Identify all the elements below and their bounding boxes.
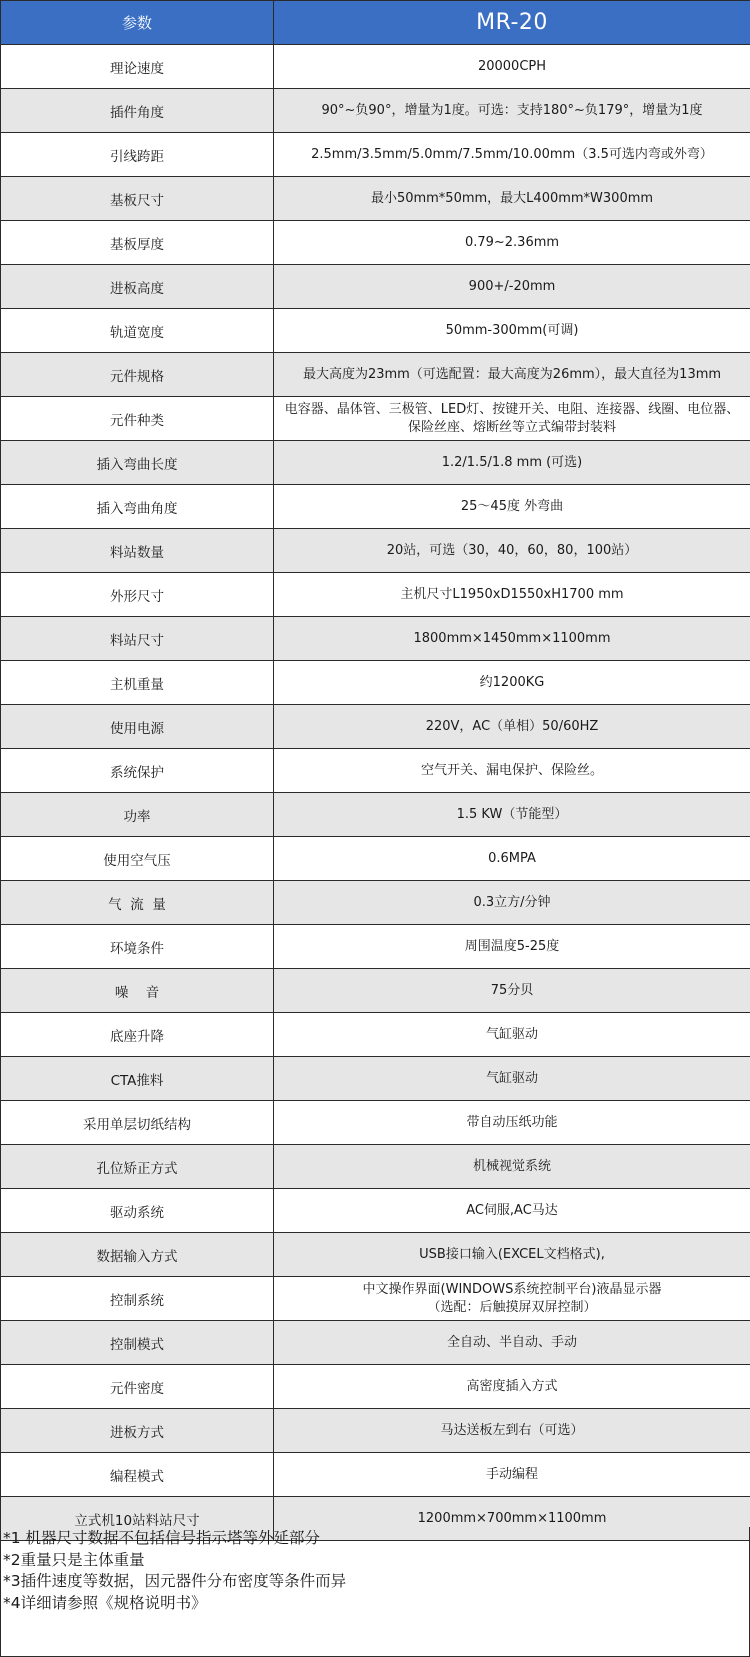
param-value <box>274 177 750 221</box>
table-row <box>1 793 750 837</box>
table-row <box>1 529 750 573</box>
param-value-line: 约1200KG <box>479 674 545 690</box>
table-row <box>1 309 750 353</box>
param-value <box>274 133 750 177</box>
param-value-line: 20站，可选（30，40，60，80，100站） <box>386 542 638 558</box>
param-label: 主机重量 <box>1 661 274 705</box>
param-label: 采用单层切纸结构 <box>1 1101 274 1145</box>
param-value-line: 手动编程 <box>485 1466 538 1482</box>
table-row <box>1 353 750 397</box>
param-value-line: USB接口输入(EXCEL文档格式), <box>419 1246 605 1262</box>
param-value <box>274 1101 750 1145</box>
param-value <box>274 1365 750 1409</box>
param-value <box>274 837 750 881</box>
param-value <box>274 969 750 1013</box>
param-label: 使用空气压 <box>1 837 274 881</box>
param-value-line: 1200mm×700mm×1100mm <box>417 1510 607 1526</box>
param-label: 环境条件 <box>1 925 274 969</box>
param-value <box>274 1321 750 1365</box>
table-row <box>1 1101 750 1145</box>
footnotes <box>0 1527 750 1657</box>
table-row <box>1 133 750 177</box>
param-value-line: 空气开关、漏电保护、保险丝。 <box>420 762 603 778</box>
footnote-line: *3插件速度等数据，因元器件分布密度等条件而异 <box>3 1572 347 1590</box>
table-row <box>1 925 750 969</box>
param-value-line: 气缸驱动 <box>485 1070 538 1086</box>
table-row <box>1 749 750 793</box>
table-row <box>1 1233 750 1277</box>
param-value-line: （选配：后触摸屏双屏控制） <box>427 1299 597 1315</box>
table-row <box>1 1057 750 1101</box>
table-row <box>1 397 750 441</box>
param-value-line: 机械视觉系统 <box>472 1158 551 1174</box>
param-value <box>274 441 750 485</box>
param-value-line: 25～45度 外弯曲 <box>460 498 564 514</box>
param-label: 功率 <box>1 793 274 837</box>
table-row <box>1 969 750 1013</box>
spec-table-body <box>1 45 750 1541</box>
table-row <box>1 1277 750 1321</box>
param-value <box>274 1013 750 1057</box>
table-row <box>1 881 750 925</box>
table-row <box>1 1365 750 1409</box>
table-row <box>1 617 750 661</box>
param-value <box>274 397 750 441</box>
param-value-line: 高密度插入方式 <box>466 1378 558 1394</box>
param-label: 元件密度 <box>1 1365 274 1409</box>
param-label: 料站数量 <box>1 529 274 573</box>
param-value-line: 全自动、半自动、手动 <box>446 1334 577 1350</box>
param-value <box>274 661 750 705</box>
param-label: 基板厚度 <box>1 221 274 265</box>
param-value-line: 中文操作界面(WINDOWS系统控制平台)液晶显示器 <box>362 1281 662 1297</box>
param-label: 元件规格 <box>1 353 274 397</box>
param-label: 基板尺寸 <box>1 177 274 221</box>
footnote-line: *4详细请参照《规格说明书》 <box>3 1593 207 1612</box>
param-value-line: 900+/-20mm <box>468 278 556 294</box>
param-value-line: 0.6MPA <box>488 850 536 866</box>
param-label: 插入弯曲角度 <box>1 485 274 529</box>
param-value <box>274 573 750 617</box>
param-label: 立式机10站料站尺寸 <box>1 1497 274 1541</box>
param-value-line: 2.5mm/3.5mm/5.0mm/7.5mm/10.00mm（3.5可选内弯或外弯） <box>311 146 713 162</box>
param-value <box>274 1189 750 1233</box>
table-row <box>1 661 750 705</box>
param-value-line: 20000CPH <box>477 58 547 74</box>
param-value-line: 1.5 KW（节能型） <box>456 806 568 822</box>
param-value-line: 最小50mm*50mm，最大L400mm*W300mm <box>370 190 654 206</box>
param-label: CTA推料 <box>1 1057 274 1101</box>
table-row <box>1 705 750 749</box>
param-value-line: 1.2/1.5/1.8 mm (可选) <box>441 454 583 470</box>
param-label: 驱动系统 <box>1 1189 274 1233</box>
param-label: 进板高度 <box>1 265 274 309</box>
param-label: 元件种类 <box>1 397 274 441</box>
param-value-line: 保险丝座、熔断丝等立式编带封装料 <box>407 419 616 435</box>
table-row <box>1 221 750 265</box>
param-label: 进板方式 <box>1 1409 274 1453</box>
param-value <box>274 309 750 353</box>
table-row <box>1 441 750 485</box>
param-value <box>274 353 750 397</box>
model-column-header: MR-20 <box>274 1 750 45</box>
footnote-line: *1 机器尺寸数据不包括信号指示塔等外延部分 <box>3 1529 321 1547</box>
param-value <box>274 749 750 793</box>
param-label: 外形尺寸 <box>1 573 274 617</box>
param-value-line: 90°~负90°，增量为1度。可选：支持180°~负179°，增量为1度 <box>321 102 703 118</box>
table-row <box>1 1013 750 1057</box>
param-value <box>274 705 750 749</box>
param-label: 使用电源 <box>1 705 274 749</box>
param-value <box>274 881 750 925</box>
param-value <box>274 89 750 133</box>
param-label: 控制模式 <box>1 1321 274 1365</box>
param-label: 孔位矫正方式 <box>1 1145 274 1189</box>
param-label: 插入弯曲长度 <box>1 441 274 485</box>
param-value-line: 气缸驱动 <box>485 1026 538 1042</box>
param-value-line: 周围温度5-25度 <box>464 938 560 954</box>
table-row <box>1 45 750 89</box>
param-value <box>274 1233 750 1277</box>
table-header-row <box>1 1 750 45</box>
param-value <box>274 1453 750 1497</box>
param-value <box>274 617 750 661</box>
param-label: 插件角度 <box>1 89 274 133</box>
param-value-line: 50mm-300mm(可调) <box>445 322 579 338</box>
table-row <box>1 485 750 529</box>
param-value <box>274 925 750 969</box>
param-value <box>274 485 750 529</box>
table-row <box>1 837 750 881</box>
param-column-header: 参数 <box>1 1 274 45</box>
table-row <box>1 1453 750 1497</box>
table-row <box>1 89 750 133</box>
param-label: 噪 音 <box>1 969 274 1013</box>
param-value-line: 马达送板左到右（可选） <box>440 1422 584 1438</box>
param-value-line: 主机尺寸L1950xD1550xH1700 mm <box>400 586 624 602</box>
param-value <box>274 1145 750 1189</box>
table-row <box>1 1321 750 1365</box>
table-row <box>1 1145 750 1189</box>
param-label: 编程模式 <box>1 1453 274 1497</box>
param-value-line: 220V，AC（单相）50/60HZ <box>425 718 599 734</box>
param-label: 气 流 量 <box>1 881 274 925</box>
param-label: 引线跨距 <box>1 133 274 177</box>
param-value <box>274 45 750 89</box>
param-value <box>274 221 750 265</box>
param-label: 系统保护 <box>1 749 274 793</box>
param-value <box>274 265 750 309</box>
table-row <box>1 1189 750 1233</box>
param-value <box>274 529 750 573</box>
table-row <box>1 573 750 617</box>
footnote-line: *2重量只是主体重量 <box>3 1550 145 1569</box>
param-value <box>274 1057 750 1101</box>
table-row <box>1 177 750 221</box>
param-value <box>274 1409 750 1453</box>
param-value-line: 1800mm×1450mm×1100mm <box>413 630 611 646</box>
param-value-line: 0.79~2.36mm <box>464 234 560 250</box>
param-value-line: 电容器、晶体管、三极管、LED灯、按键开关、电阻、连接器、线圈、电位器、 <box>284 401 740 417</box>
param-label: 理论速度 <box>1 45 274 89</box>
table-row <box>1 1409 750 1453</box>
param-value-line: 75分贝 <box>490 982 534 998</box>
param-label: 底座升降 <box>1 1013 274 1057</box>
table-row <box>1 265 750 309</box>
param-label: 数据输入方式 <box>1 1233 274 1277</box>
param-value-line: 最大高度为23mm（可选配置：最大高度为26mm），最大直径为13mm <box>302 366 722 382</box>
param-value-line: AC伺服,AC马达 <box>466 1202 558 1218</box>
param-label: 控制系统 <box>1 1277 274 1321</box>
param-value-line: 带自动压纸功能 <box>466 1114 558 1130</box>
param-label: 料站尺寸 <box>1 617 274 661</box>
param-value-line: 0.3立方/分钟 <box>473 894 551 910</box>
param-value <box>274 793 750 837</box>
param-label: 轨道宽度 <box>1 309 274 353</box>
param-value <box>274 1277 750 1321</box>
